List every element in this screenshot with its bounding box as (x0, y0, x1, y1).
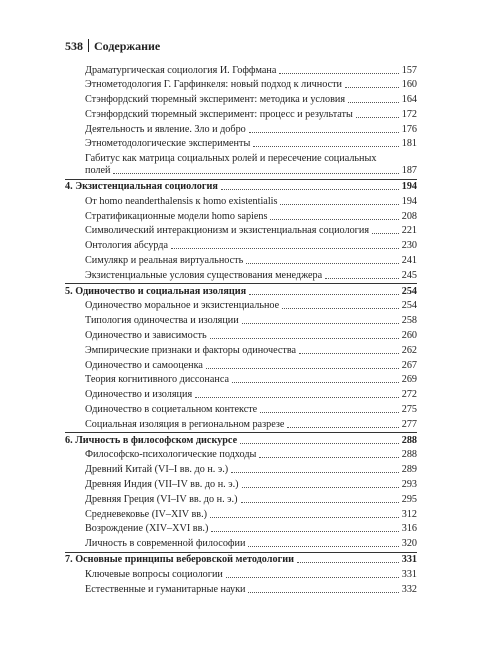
toc-entry-row[interactable] (65, 194, 417, 209)
toc-entry-row[interactable] (65, 254, 417, 269)
toc-entry-page: 187 (401, 165, 417, 177)
toc-entry-page: 267 (401, 359, 417, 371)
toc-entry-title: Деятельность и явление. Зло и добро (85, 123, 246, 135)
toc-chapter-row[interactable] (65, 433, 417, 448)
toc-leader (348, 102, 399, 103)
toc-chapter-page: 194 (401, 181, 417, 193)
toc-chapter-title: 7. Основные принципы веберовской методологии (65, 554, 294, 565)
toc-leader (249, 132, 399, 133)
toc-leader (345, 87, 399, 88)
toc-entry-row[interactable] (65, 492, 417, 507)
toc-leader (356, 117, 399, 118)
toc-entry-title: Древняя Греция (VI–IV вв. до н. э.) (85, 493, 238, 505)
toc-entry-page: 230 (401, 240, 417, 252)
toc-leader (242, 323, 399, 324)
toc-entry-title: Средневековье (IV–XIV вв.) (85, 508, 208, 520)
toc-entry-row[interactable] (65, 152, 417, 179)
toc-leader (206, 368, 399, 369)
toc-entry-row[interactable] (65, 93, 417, 108)
toc-entry-title: Одиночество и изоляция (85, 389, 193, 401)
toc-leader (211, 531, 398, 532)
toc-entry-page: 331 (401, 568, 417, 580)
toc-entry-title: Стратификационные модели homo sapiens (85, 210, 268, 222)
toc-chapter-title: 5. Одиночество и социальная изоляция (65, 285, 247, 297)
toc-entry-row[interactable] (65, 507, 417, 522)
toc-entry-title: Эмпирические признаки и факторы одиночества (85, 344, 297, 356)
toc-entry-page: 258 (401, 315, 417, 327)
toc-entry-title: Древний Китай (VI–I вв. до н. э.) (85, 464, 229, 476)
toc-leader (221, 189, 399, 190)
toc-entry-page: 241 (401, 255, 417, 267)
toc-entry-row[interactable] (65, 122, 417, 137)
toc-entry-page: 260 (401, 330, 417, 342)
toc-leader (171, 248, 399, 249)
toc-leader (249, 294, 399, 295)
toc-entry-row[interactable] (65, 329, 417, 344)
toc-leader (210, 517, 399, 518)
toc-chapter-title: 4. Экзистенциальная социология (65, 181, 218, 193)
toc-entry-title: Симулякр и реальная виртуальность (85, 255, 244, 267)
table-of-contents (65, 63, 417, 597)
toc-entry-title: Теория когнитивного диссонанса (85, 374, 230, 386)
toc-entry-row[interactable] (65, 268, 417, 283)
toc-leader (280, 204, 398, 205)
toc-entry-title: Философско-психологические подходы (85, 449, 257, 461)
toc-entry-row[interactable] (65, 417, 417, 432)
toc-entry-title: Древняя Индия (VII–IV вв. до н. э.) (85, 479, 239, 491)
toc-entry-row[interactable] (65, 299, 417, 314)
toc-chapter-row[interactable] (65, 180, 417, 195)
toc-chapter-page: 331 (401, 554, 417, 565)
toc-section (65, 552, 417, 597)
running-title: Содержание (94, 39, 161, 53)
toc-leader (248, 546, 398, 547)
toc-entry-page: 221 (401, 225, 417, 237)
toc-leader (260, 412, 399, 413)
toc-entry-title: Типология одиночества и изоляции (85, 315, 239, 327)
toc-section (65, 63, 417, 179)
toc-entry-title: Возрождение (XIV–XVI вв.) (85, 523, 209, 535)
toc-chapter-page: 254 (401, 285, 417, 297)
toc-entry-page: 316 (401, 523, 417, 535)
toc-entry-row[interactable] (65, 448, 417, 463)
toc-entry-title: Стэнфордский тюремный эксперимент: процесс и результаты (85, 108, 353, 120)
toc-entry-page: 320 (401, 538, 417, 550)
toc-leader (242, 487, 399, 488)
toc-entry-title: Символический интеракционизм и экзистенциальная социология (85, 225, 370, 237)
toc-leader (232, 382, 399, 383)
toc-entry-title: Личность в современной философии (85, 538, 246, 550)
toc-entry-page: 194 (401, 195, 417, 207)
toc-entry-page: 176 (401, 123, 417, 135)
toc-entry-row[interactable] (65, 463, 417, 478)
toc-entry-row[interactable] (65, 137, 417, 152)
toc-entry-title: Одиночество и зависимость (85, 330, 207, 342)
toc-leader (240, 443, 399, 444)
toc-entry-row[interactable] (65, 209, 417, 224)
toc-entry-row[interactable] (65, 358, 417, 373)
toc-entry-page: 164 (401, 94, 417, 106)
toc-chapter-row[interactable] (65, 553, 417, 568)
toc-entry-row[interactable] (65, 224, 417, 239)
toc-leader (231, 472, 399, 473)
toc-leader (282, 308, 399, 309)
toc-leader (113, 173, 398, 174)
toc-entry-row[interactable] (65, 403, 417, 418)
toc-entry-title: Этнометодологические эксперименты (85, 138, 251, 150)
toc-entry-title: Онтология абсурда (85, 240, 168, 252)
toc-leader (299, 353, 399, 354)
toc-entry-page: 208 (401, 210, 417, 222)
toc-entry-page: 312 (401, 508, 417, 520)
toc-entry-row[interactable] (65, 63, 417, 78)
page-number: 538 (65, 39, 83, 53)
toc-entry-row[interactable] (65, 478, 417, 493)
toc-entry-title-line1: Габитус как матрица социальных ролей и пересечение социальных (85, 153, 377, 165)
toc-entry-title-line2: полей (85, 165, 111, 177)
toc-chapter-page: 288 (401, 434, 417, 446)
toc-chapter-row[interactable] (65, 284, 417, 299)
toc-entry-row[interactable] (65, 78, 417, 93)
toc-entry-title: Стэнфордский тюремный эксперимент: методика и условия (85, 94, 346, 106)
toc-leader (270, 219, 398, 220)
toc-entry-page: 254 (401, 300, 417, 312)
toc-entry-title: Социальная изоляция в региональном разрезе (85, 418, 285, 430)
toc-section (65, 179, 417, 284)
toc-leader (287, 427, 398, 428)
toc-entry-title: Этнометодология Г. Гарфинкеля: новый подход к личности (85, 79, 343, 91)
header-divider (88, 39, 89, 52)
toc-leader (195, 397, 399, 398)
toc-entry-page: 172 (401, 108, 417, 120)
toc-entry-row[interactable] (65, 107, 417, 122)
toc-entry-page: 275 (401, 404, 417, 416)
toc-entry-row[interactable] (65, 239, 417, 254)
toc-leader (259, 457, 398, 458)
toc-entry-row[interactable] (65, 388, 417, 403)
toc-entry-page: 160 (401, 79, 417, 91)
toc-entry-page: 269 (401, 374, 417, 386)
toc-entry-row[interactable] (65, 373, 417, 388)
toc-section (65, 283, 417, 432)
toc-leader (372, 233, 399, 234)
toc-entry-title: От homo neanderthalensis к homo existentialis (85, 195, 278, 207)
toc-entry-row[interactable] (65, 582, 417, 597)
toc-entry-title: Драматургическая социология И. Гоффмана (85, 64, 277, 76)
toc-leader (248, 592, 398, 593)
toc-entry-title: Одиночество и самооценка (85, 359, 203, 371)
toc-leader (241, 502, 399, 503)
toc-leader (253, 146, 398, 147)
toc-entry-row[interactable] (65, 314, 417, 329)
toc-leader (279, 73, 398, 74)
toc-leader (246, 263, 398, 264)
toc-entry-page: 245 (401, 269, 417, 281)
toc-entry-row[interactable] (65, 343, 417, 358)
toc-entry-page: 157 (401, 64, 417, 76)
toc-entry-row[interactable] (65, 537, 417, 552)
toc-leader (210, 338, 399, 339)
toc-entry-page: 272 (401, 389, 417, 401)
toc-leader (226, 577, 399, 578)
toc-entry-title: Экзистенциальные условия существования менеджера (85, 269, 323, 281)
toc-section (65, 432, 417, 551)
toc-entry-title: Естественные и гуманитарные науки (85, 583, 246, 595)
toc-entry-page: 288 (401, 449, 417, 461)
toc-entry-page: 295 (401, 493, 417, 505)
toc-entry-page: 332 (401, 583, 417, 595)
toc-entry-page: 262 (401, 344, 417, 356)
toc-entry-title: Ключевые вопросы социологии (85, 568, 223, 580)
running-header (65, 39, 160, 57)
toc-entry-page: 181 (401, 138, 417, 150)
toc-leader (325, 278, 399, 279)
toc-leader (297, 562, 399, 563)
toc-entry-row[interactable] (65, 567, 417, 582)
toc-entry-page: 289 (401, 464, 417, 476)
toc-chapter-title: 6. Личность в философском дискурсе (65, 434, 238, 446)
toc-entry-page: 277 (401, 418, 417, 430)
toc-entry-page: 293 (401, 479, 417, 491)
toc-entry-title: Одиночество в социетальном контексте (85, 404, 258, 416)
toc-entry-row[interactable] (65, 522, 417, 537)
toc-entry-title: Одиночество моральное и экзистенциальное (85, 300, 280, 312)
